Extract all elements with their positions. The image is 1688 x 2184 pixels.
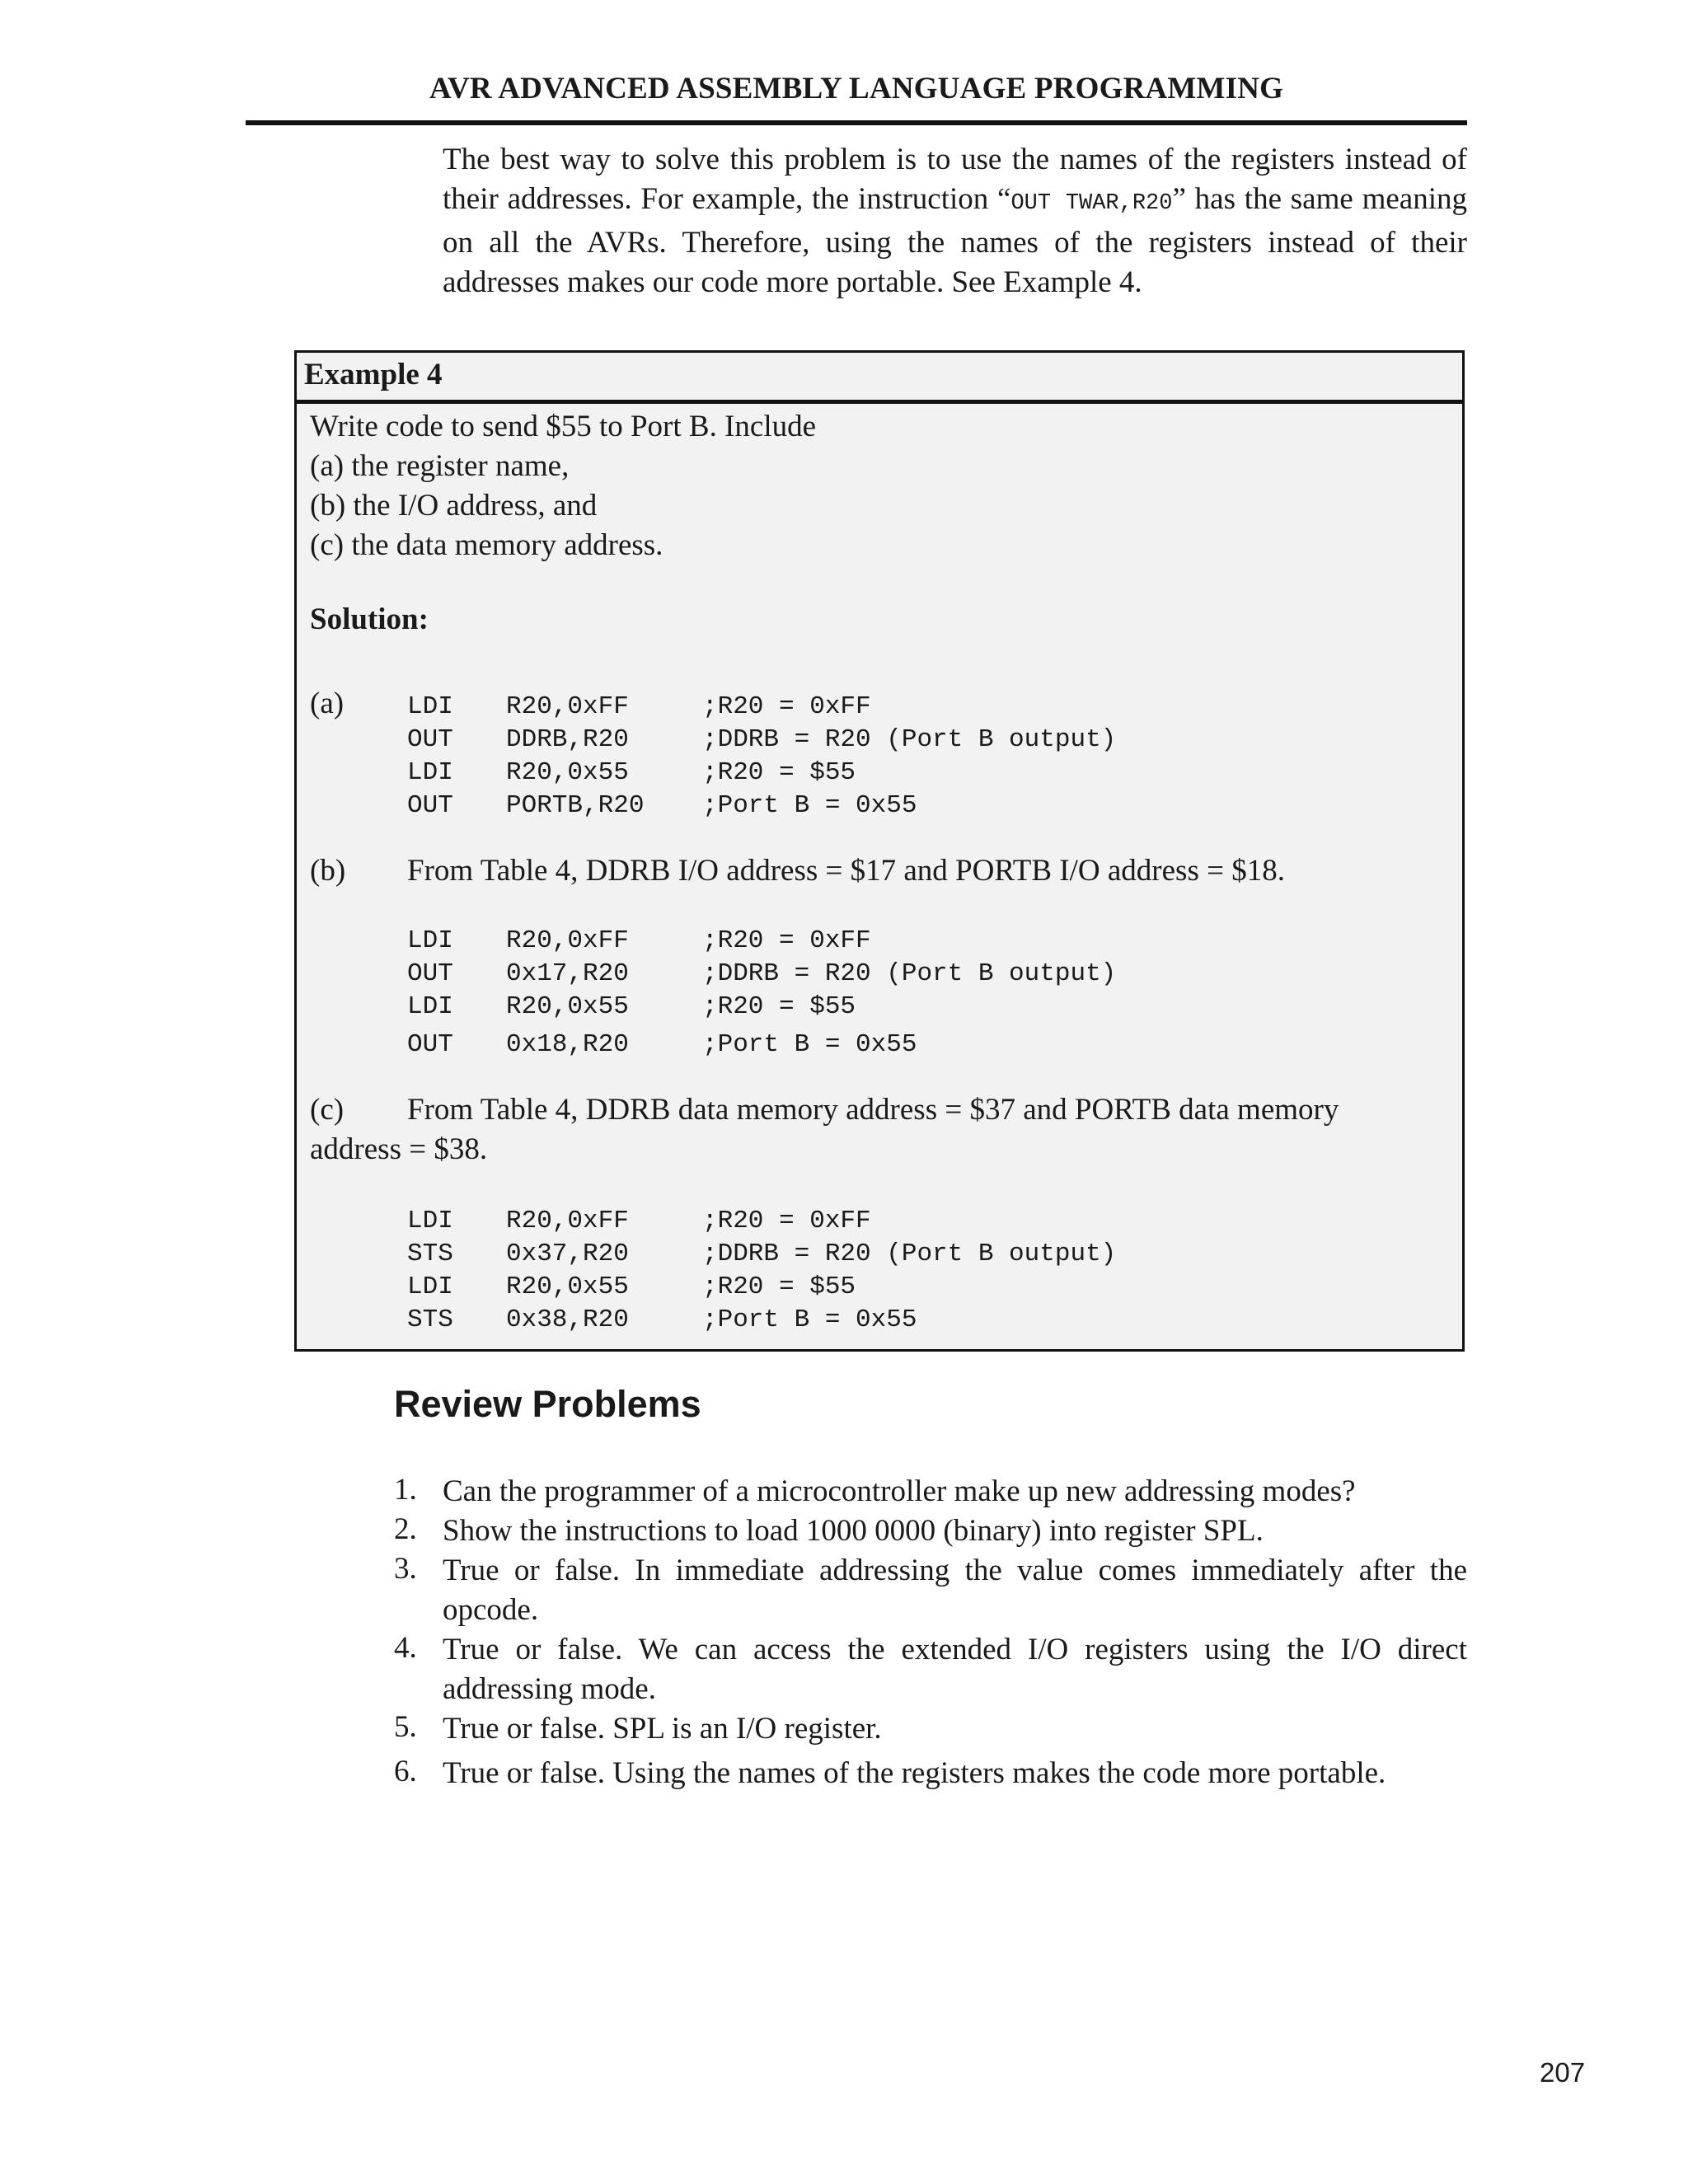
intro-inline-code: OUT TWAR,R20: [1010, 191, 1173, 216]
problem-number: 5.: [394, 1710, 417, 1744]
intro-text-before: The best way to solve this problem is to use the names of the registers instead of their addresses. For example, the instruction “: [443, 143, 1467, 216]
example-title: Example 4: [304, 358, 443, 391]
code-line: [407, 1240, 1116, 1272]
code-comment: ;DDRB = R20 (Port B output): [702, 1240, 1117, 1268]
problem-number: 2.: [394, 1512, 417, 1546]
code-line: [407, 725, 1116, 758]
question-line: Write code to send $55 to Port B. Include: [310, 410, 817, 443]
code-mnemonic: OUT: [407, 725, 453, 754]
problem-number: 3.: [394, 1552, 417, 1586]
code-line: [407, 1207, 871, 1240]
code-line: [407, 992, 856, 1025]
example-title-bar: [297, 353, 1462, 404]
code-line: [407, 959, 1116, 992]
code-mnemonic: OUT: [407, 791, 453, 820]
code-line: [407, 791, 917, 824]
question-line: (a) the register name,: [310, 449, 570, 483]
code-operands: 0x38,R20: [506, 1305, 629, 1334]
question-line: (c) the data memory address.: [310, 528, 663, 562]
code-operands: 0x18,R20: [506, 1030, 629, 1059]
code-comment: ;R20 = $55: [702, 758, 856, 787]
problem-number: 1.: [394, 1473, 417, 1507]
header-rule: [246, 120, 1467, 125]
code-mnemonic: LDI: [407, 758, 453, 787]
code-comment: ;R20 = $55: [702, 1272, 856, 1301]
code-comment: ;R20 = $55: [702, 992, 856, 1021]
question-line: (b) the I/O address, and: [310, 489, 598, 523]
problem-text: Show the instructions to load 1000 0000 (binary) into register SPL.: [443, 1514, 1264, 1548]
code-mnemonic: LDI: [407, 992, 453, 1021]
code-operands: PORTB,R20: [506, 791, 645, 820]
code-mnemonic: OUT: [407, 1030, 453, 1059]
code-mnemonic: STS: [407, 1240, 453, 1268]
code-operands: 0x37,R20: [506, 1240, 629, 1268]
code-comment: ;DDRB = R20 (Port B output): [702, 725, 1117, 754]
code-comment: ;Port B = 0x55: [702, 791, 917, 820]
problem-number: 4.: [394, 1631, 417, 1665]
problem-text: Can the programmer of a microcontroller make up new addressing modes?: [443, 1474, 1356, 1508]
code-mnemonic: LDI: [407, 692, 453, 721]
problem-text: True or false. SPL is an I/O register.: [443, 1712, 882, 1746]
running-head: AVR ADVANCED ASSEMBLY LANGUAGE PROGRAMMING: [429, 72, 1284, 105]
problem-text: True or false. Using the names of the registers makes the code more portable.: [443, 1756, 1386, 1790]
code-mnemonic: OUT: [407, 959, 453, 988]
code-comment: ;R20 = 0xFF: [702, 692, 871, 721]
code-operands: R20,0xFF: [506, 1207, 629, 1235]
code-operands: 0x17,R20: [506, 959, 629, 988]
problem-number: 6.: [394, 1755, 417, 1788]
code-comment: ;R20 = 0xFF: [702, 1207, 871, 1235]
code-operands: R20,0x55: [506, 1272, 629, 1301]
page-number: 207: [1540, 2057, 1586, 2088]
code-mnemonic: LDI: [407, 1272, 453, 1301]
code-comment: ;DDRB = R20 (Port B output): [702, 959, 1117, 988]
problem-text: True or false. We can access the extended I/O registers using the I/O direct addressing mode.: [443, 1633, 1467, 1706]
code-operands: R20,0xFF: [506, 926, 629, 955]
review-heading: Review Problems: [394, 1383, 701, 1425]
code-operands: DDRB,R20: [506, 725, 629, 754]
part-a-label: (a): [310, 687, 345, 720]
code-mnemonic: LDI: [407, 926, 453, 955]
code-operands: R20,0x55: [506, 758, 629, 787]
part-c-text: From Table 4, DDRB data memory address = $37 and PORTB data memory: [407, 1093, 1339, 1127]
code-comment: ;Port B = 0x55: [702, 1030, 917, 1059]
problem-text: True or false. In immediate addressing the value comes immediately after the opcode.: [443, 1554, 1467, 1627]
code-operands: R20,0xFF: [506, 692, 629, 721]
code-line: [407, 1305, 917, 1338]
code-line: [407, 758, 856, 791]
intro-text-after: ” has the same meaning on all the AVRs. Therefore, using the names of the registers instead of their addresses makes our code more portable. See Example 4.: [443, 182, 1468, 299]
code-comment: ;Port B = 0x55: [702, 1305, 917, 1334]
part-c-label: (c): [310, 1093, 345, 1127]
code-comment: ;R20 = 0xFF: [702, 926, 871, 955]
code-mnemonic: STS: [407, 1305, 453, 1334]
part-c-text-continued: address = $38.: [310, 1132, 488, 1166]
code-line: [407, 692, 871, 725]
intro-paragraph: [443, 140, 1467, 302]
code-line: [407, 926, 871, 959]
code-line: [407, 1272, 856, 1305]
solution-label: Solution:: [310, 602, 429, 636]
part-b-label: (b): [310, 854, 346, 888]
code-mnemonic: LDI: [407, 1207, 453, 1235]
code-operands: R20,0x55: [506, 992, 629, 1021]
part-b-text: From Table 4, DDRB I/O address = $17 and PORTB I/O address = $18.: [407, 854, 1285, 888]
code-line: [407, 1030, 917, 1063]
